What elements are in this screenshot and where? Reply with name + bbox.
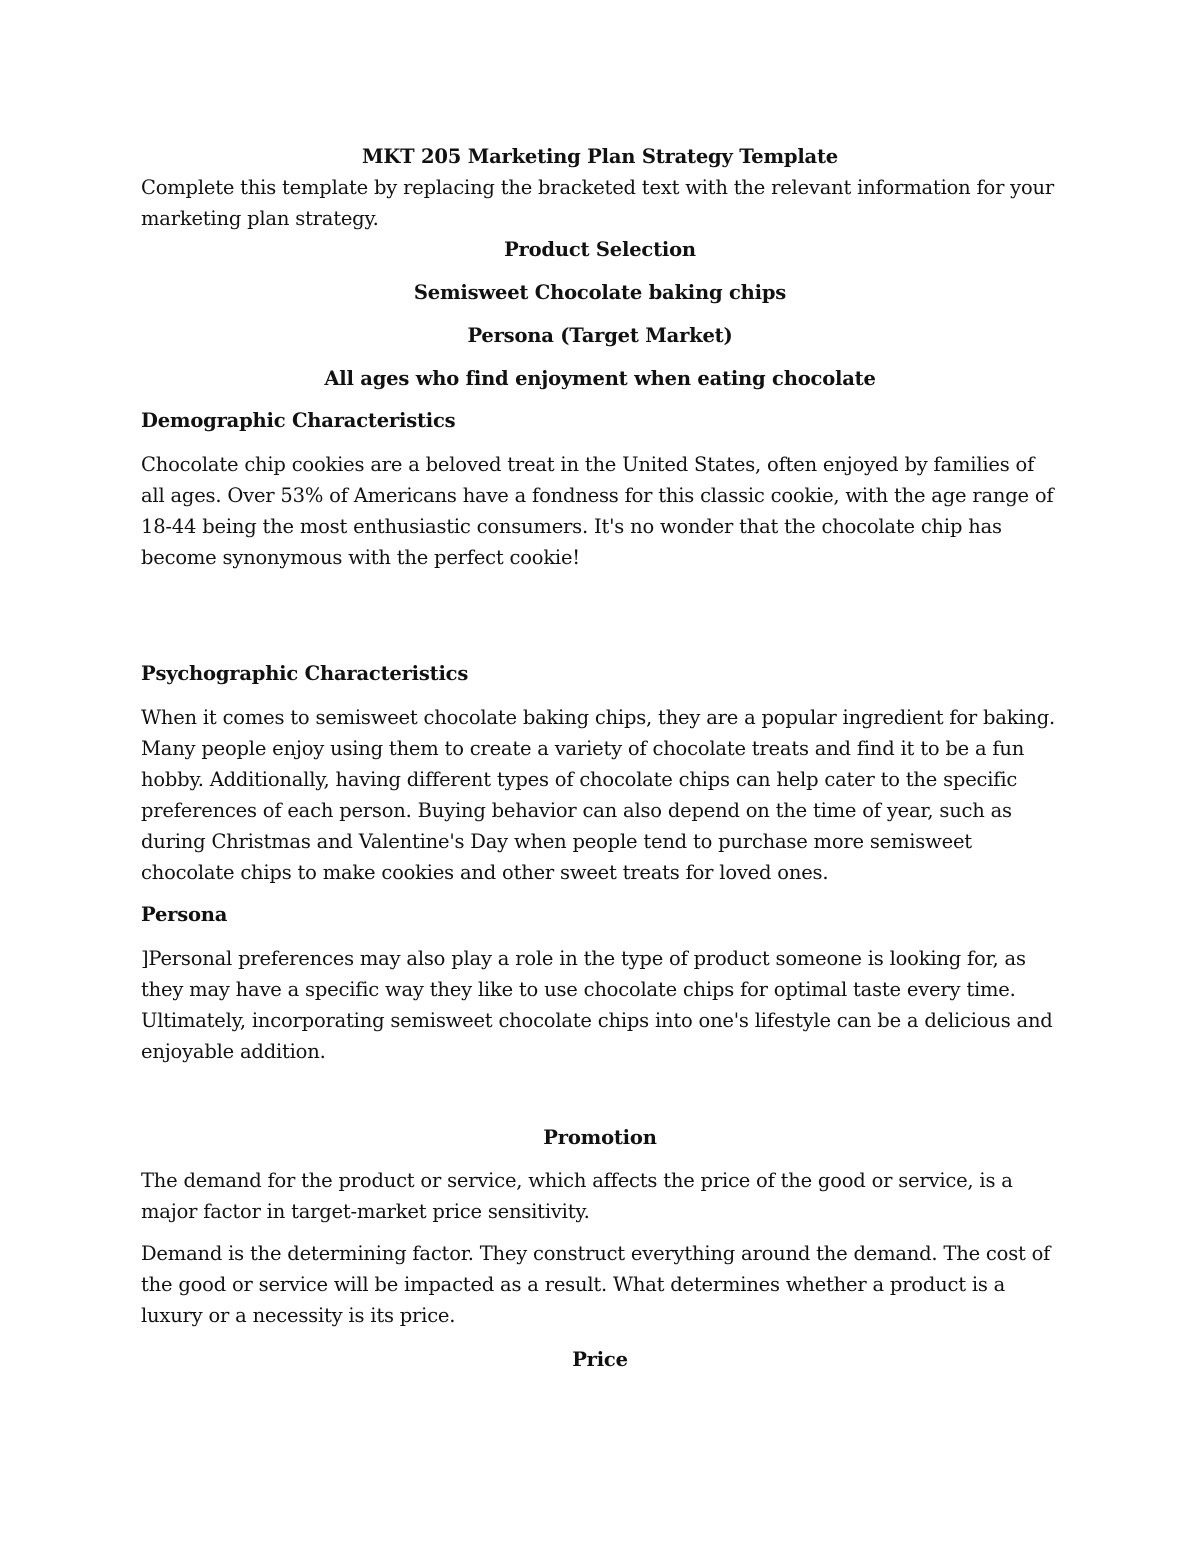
persona-heading: Persona (141, 903, 228, 926)
persona-target-value: All ages who find enjoyment when eating chocolate (324, 367, 876, 390)
instructions-text: Complete this template by replacing the bracketed text with the relevant information for your marketing plan strategy. (141, 176, 1055, 230)
psychographic-body: When it comes to semisweet chocolate baking chips, they are a popular ingredient for baking. Many people enjoy using them to create a variety of chocolate treats and find it to be a fun hobby. Additionally, having different types of chocolate chips can help cater to the specific preferences of each person. Buying behavior can also depend on the time of year, such as during Christmas and Valentine's Day when people tend to purchase more semisweet chocolate chips to make cookies and other sweet treats for loved ones. (141, 706, 1056, 884)
psychographic-heading: Psychographic Characteristics (141, 662, 469, 685)
product-selection-heading: Product Selection (504, 238, 696, 261)
promotion-heading: Promotion (543, 1126, 657, 1149)
persona-body: ]Personal preferences may also play a role in the type of product someone is looking for, as they may have a specific way they like to use chocolate chips for optimal taste every time. Ultimately, incorporating semisweet chocolate chips into one's lifestyle can be a delicious and enjoyable addition. (141, 947, 1053, 1063)
promotion-body-2: Demand is the determining factor. They construct everything around the demand. The cost of the good or service will be impacted as a result. What determines whether a product is a luxury or a necessity is its price. (141, 1242, 1051, 1327)
persona-target-heading: Persona (Target Market) (467, 324, 733, 347)
promotion-body-1: The demand for the product or service, which affects the price of the good or service, is a major factor in target-market price sensitivity. (141, 1169, 1013, 1223)
product-selection-value: Semisweet Chocolate baking chips (413, 281, 787, 304)
demographic-body: Chocolate chip cookies are a beloved treat in the United States, often enjoyed by families of all ages. Over 53% of Americans have a fondness for this classic cookie, with the age range of 18-44 being the most enthusiastic consumers. It's no wonder that the chocolate chip has become synonymous with the perfect cookie! (141, 453, 1054, 569)
document-title: MKT 205 Marketing Plan Strategy Template (362, 145, 838, 168)
demographic-heading: Demographic Characteristics (141, 409, 456, 432)
price-heading: Price (572, 1348, 628, 1371)
